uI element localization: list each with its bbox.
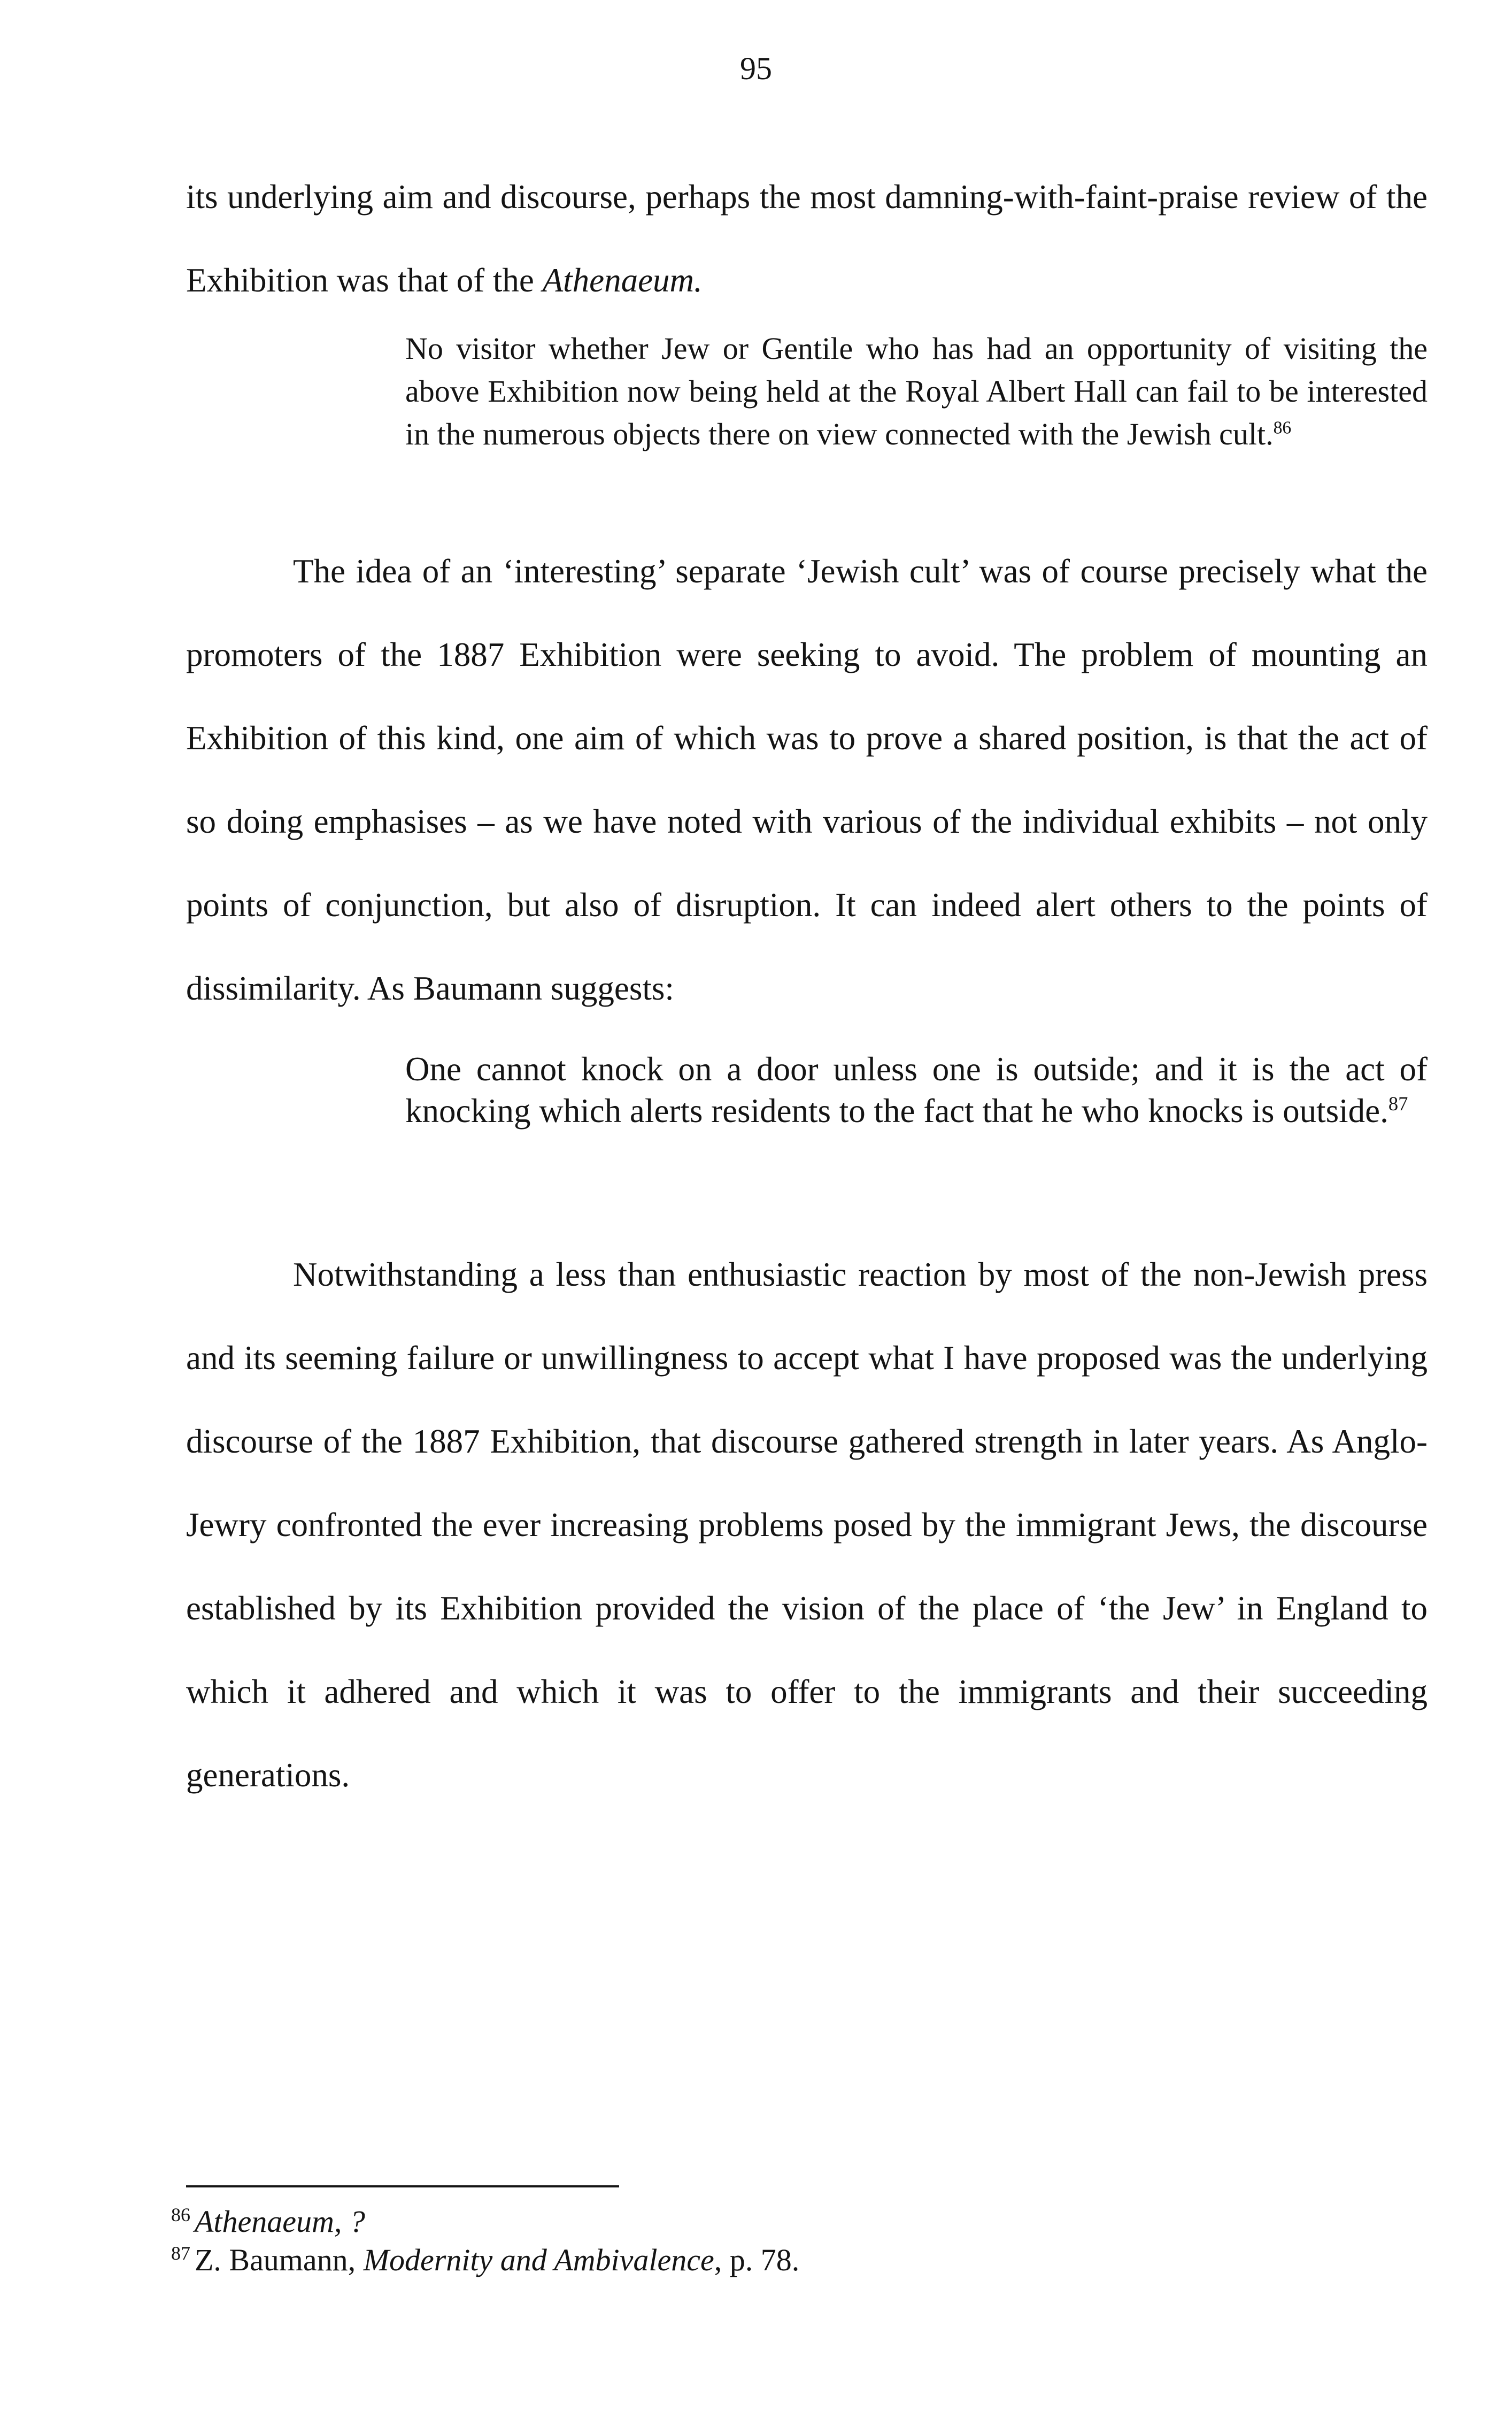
footnote-ref-87: 87 [1388,1093,1408,1115]
block-quote-1 [405,327,1428,456]
source-title: Athenaeum. [542,262,703,299]
footnote-rest: , p. 78. [714,2243,800,2277]
footnote-title: Modernity and Ambivalence [363,2243,714,2277]
body-paragraph-3: Notwithstanding a less than enthusiastic reaction by most of the non-Jewish press and its seeming failure or unwillingness to accept what I have proposed was the underlying discourse of the 1887 Exhibition, that discourse gathered strength in later years. As Anglo-Jewry confronted the ever increasing problems posed by the immigrant Jews, the discourse established by its Exhibition provided the vision of the place of ‘the Jew’ in England to which it adhered and which it was to offer to the immigrants and their succeeding generations. [186,1256,1428,1794]
footnote-86 [171,2202,1401,2241]
body-paragraph-2: The idea of an ‘interesting’ separate ‘Jewish cult’ was of course precisely what the promoters of the 1887 Exhibition were seeking to avoid. The problem of mounting an Exhibition of this kind, one aim of which was to prove a shared position, is that the act of so doing emphasises – as we have noted with various of the individual exhibits – not only points of conjunction, but also of disruption. It can indeed alert others to the points of dissimilarity. As Baumann suggests: [186,552,1428,1007]
body-paragraph-1 [186,155,1428,322]
footnote-ref-86: 86 [1273,418,1292,438]
footnotes [171,2202,1401,2279]
paragraph-1-text: its underlying aim and discourse, perhaps the most damning-with-faint-praise review of the Exhibition was that of the [186,178,1428,299]
page-number: 95 [740,51,772,86]
footnote-author: Z. Baumann, [194,2243,364,2277]
quote-2-text: One cannot knock on a door unless one is outside; and it is the act of knocking which alerts residents to the fact that he who knocks is outside. [405,1050,1428,1130]
footnote-87 [171,2241,1401,2279]
footnote-number: 87 [171,2242,190,2264]
block-quote-2 [405,1048,1428,1132]
quote-1-text: No visitor whether Jew or Gentile who has had an opportunity of visiting the above Exhibition now being held at the Royal Albert Hall can fail to be interested in the numerous objects there on view connected with the Jewish cult. [405,331,1428,451]
footnote-divider [186,2185,619,2187]
footnote-title: Athenaeum, ? [194,2204,365,2239]
footnote-number: 86 [171,2203,190,2225]
